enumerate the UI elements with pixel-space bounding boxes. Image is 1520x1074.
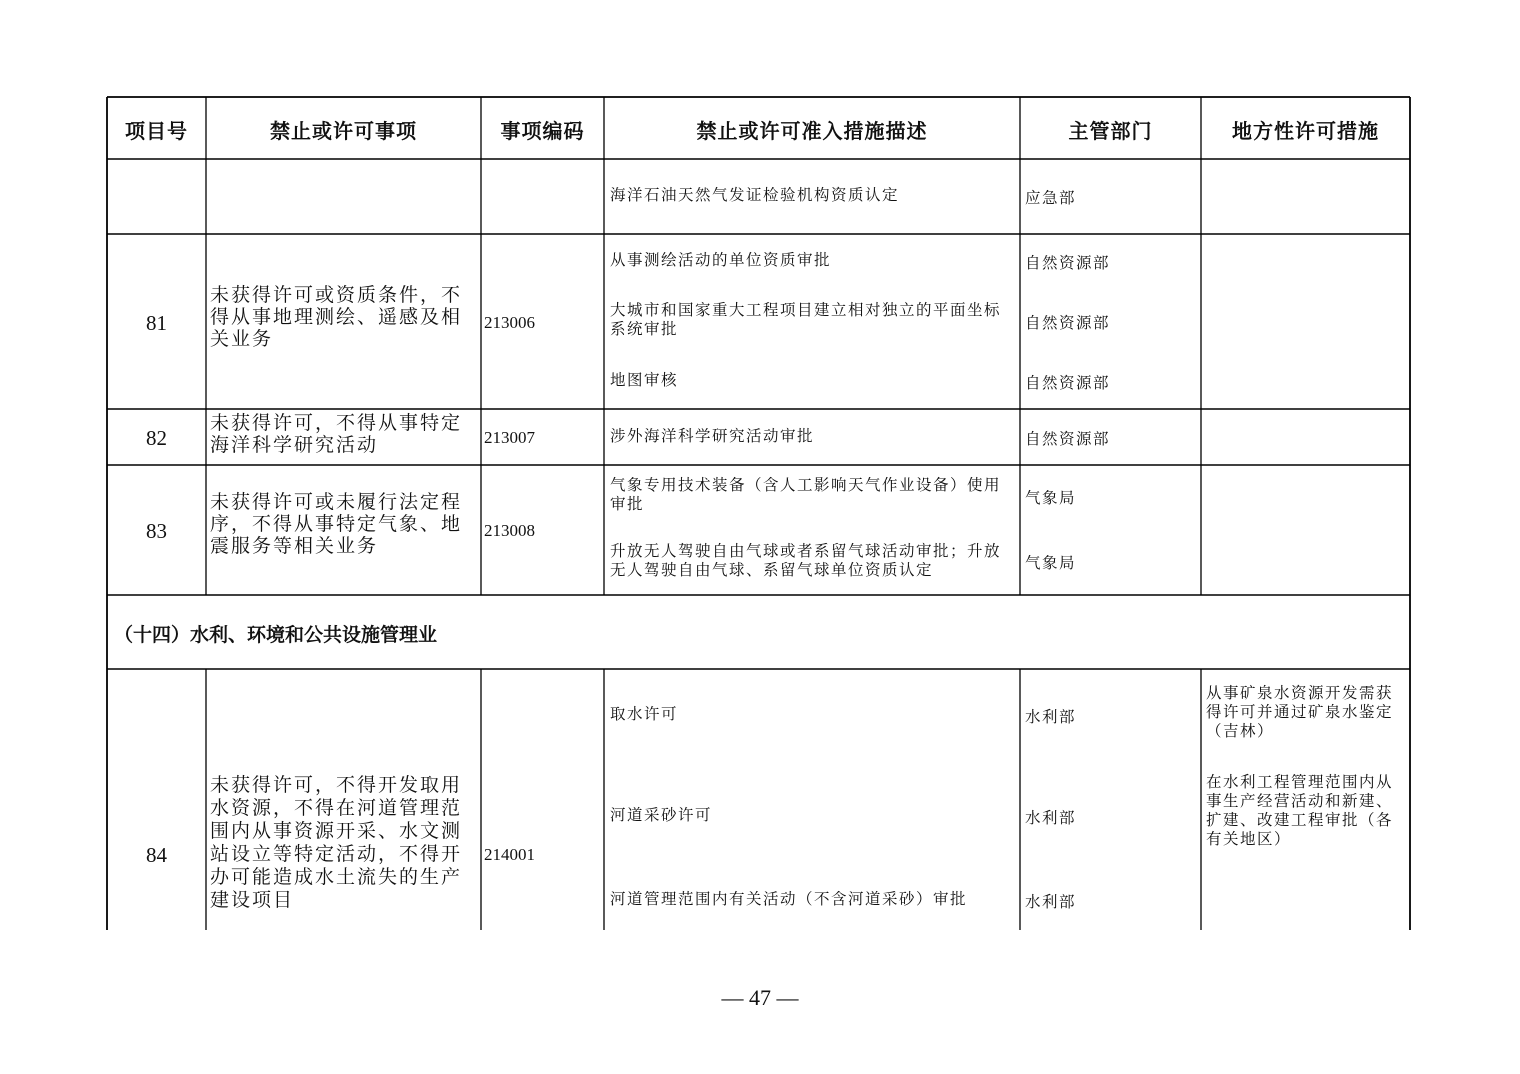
- department-cell: 水利部: [1025, 708, 1077, 726]
- code-cell: 213006: [484, 313, 535, 332]
- header-description: 禁止或许可准入措施描述: [696, 119, 928, 143]
- measure-description: 海洋石油天然气发证检验机构资质认定: [610, 186, 900, 204]
- local-measure-cell: 在水利工程管理范围内从事生产经营活动和新建、扩建、改建工程审批（各有关地区）: [1206, 773, 1394, 848]
- measure-description: 升放无人驾驶自由气球或者系留气球活动审批；升放无人驾驶自由气球、系留气球单位资质认定: [610, 542, 1002, 579]
- department-cell: 自然资源部: [1025, 374, 1111, 392]
- measure-description: 气象专用技术装备（含人工影响天气作业设备）使用审批: [610, 476, 1002, 513]
- measure-description: 地图审核: [610, 371, 679, 389]
- department-cell: 气象局: [1025, 489, 1077, 507]
- measure-description: 河道管理范围内有关活动（不含河道采砂）审批: [610, 890, 968, 908]
- local-measure-cell: 从事矿泉水资源开发需获得许可并通过矿泉水鉴定（吉林）: [1206, 684, 1394, 740]
- code-cell: 214001: [484, 845, 535, 864]
- matter-cell: 未获得许可或未履行法定程序，不得从事特定气象、地震服务等相关业务: [210, 491, 463, 557]
- item-number: 82: [146, 426, 167, 450]
- header-matter: 禁止或许可事项: [270, 119, 417, 143]
- department-cell: 水利部: [1025, 893, 1077, 911]
- department-cell: 自然资源部: [1025, 430, 1111, 448]
- header-local-measures: 地方性许可措施: [1232, 119, 1379, 143]
- measure-description: 河道采砂许可: [610, 806, 713, 824]
- measure-description: 涉外海洋科学研究活动审批: [610, 427, 815, 445]
- section-heading: （十四）水利、环境和公共设施管理业: [114, 624, 438, 646]
- department-cell: 自然资源部: [1025, 254, 1111, 272]
- code-cell: 213008: [484, 521, 535, 540]
- code-cell: 213007: [484, 428, 535, 447]
- header-code: 事项编码: [500, 119, 585, 143]
- matter-cell: 未获得许可，不得从事特定海洋科学研究活动: [210, 412, 463, 456]
- page-number: — 47 —: [721, 985, 799, 1010]
- department-cell: 应急部: [1025, 189, 1077, 207]
- department-cell: 气象局: [1025, 554, 1077, 572]
- header-item-no: 项目号: [125, 119, 188, 143]
- department-cell: 水利部: [1025, 809, 1077, 827]
- matter-cell: 未获得许可或资质条件，不得从事地理测绘、遥感及相关业务: [210, 284, 463, 350]
- measure-description: 取水许可: [610, 705, 679, 723]
- measure-description: 大城市和国家重大工程项目建立相对独立的平面坐标系统审批: [610, 301, 1002, 338]
- measure-description: 从事测绘活动的单位资质审批: [610, 251, 832, 269]
- matter-cell: 未获得许可，不得开发取用水资源，不得在河道管理范围内从事资源开采、水文测站设立等特定活动，不得开办可能造成水土流失的生产建设项目: [210, 774, 463, 911]
- item-number: 81: [146, 311, 167, 335]
- department-cell: 自然资源部: [1025, 314, 1111, 332]
- header-department: 主管部门: [1068, 119, 1153, 143]
- item-number: 84: [146, 843, 167, 867]
- item-number: 83: [146, 519, 167, 543]
